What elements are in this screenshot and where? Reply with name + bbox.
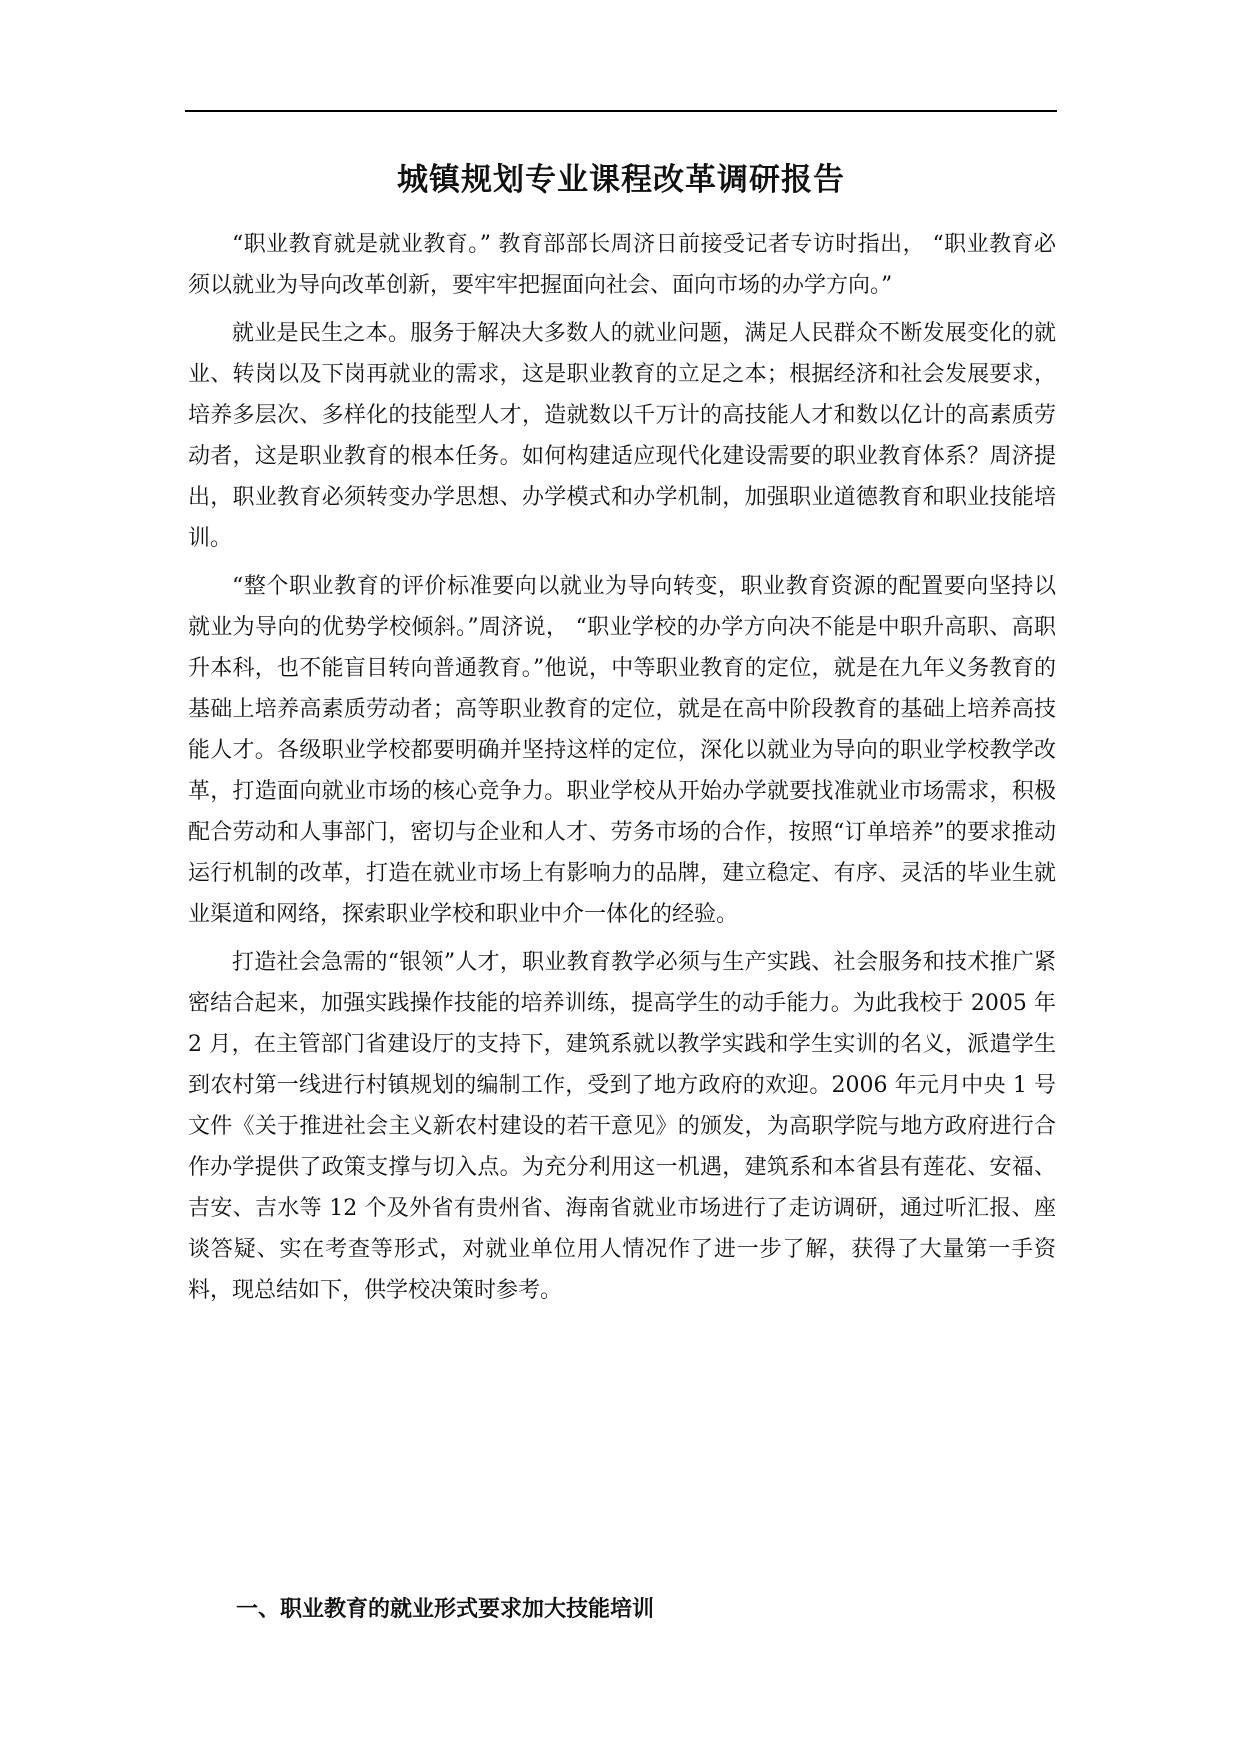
header-rule bbox=[185, 110, 1057, 112]
paragraph-1: “职业教育就是就业教育。” 教育部部长周济日前接受记者专访时指出， “职业教育必须以就业为导向改革创新，要牢牢把握面向社会、面向市场的办学方向。” bbox=[188, 232, 1056, 298]
paragraph-2: 就业是民生之本。服务于解决大多数人的就业问题，满足人民群众不断发展变化的就业、转岗以及下岗再就业的需求，这是职业教育的立足之本；根据经济和社会发展要求，培养多层次、多样化的技能型人才，造就数以千万计的高技能人才和数以亿计的高素质劳动者，这是职业教育的根本任务。如何构建适应现代化建设需要的职业教育体系？周济提出，职业教育必须转变办学思想、办学模式和办学机制，加强职业道德教育和职业技能培训。 bbox=[188, 321, 1056, 551]
paragraph-3: “整个职业教育的评价标准要向以就业为导向转变，职业教育资源的配置要向坚持以就业为导向的优势学校倾斜。”周济说， “职业学校的办学方向决不能是中职升高职、高职升本科，也不能盲目转向普通教育。”他说，中等职业教育的定位，就是在九年义务教育的基础上培养高素质劳动者；高等职业教育的定位，就是在高中阶段教育的基础上培养高技能人才。各级职业学校都要明确并坚持这样的定位，深化以就业为导向的职业学校教学改革，打造面向就业市场的核心竞争力。职业学校从开始办学就要找准就业市场需求，积极配合劳动和人事部门，密切与企业和人才、劳务市场的合作，按照“订单培养”的要求推动运行机制的改革，打造在就业市场上有影响力的品牌，建立稳定、有序、灵活的毕业生就业渠道和网络，探索职业学校和职业中介一体化的经验。 bbox=[188, 574, 1056, 927]
paragraph-4: 打造社会急需的“银领”人才，职业教育教学必须与生产实践、社会服务和技术推广紧密结合起来，加强实践操作技能的培养训练，提高学生的动手能力。为此我校于 2005 年 2 月，在主管部门省建设厅的支持下，建筑系就以教学实践和学生实训的名义，派遣学生到农村第一线进行村镇规划的编制工作，受到了地方政府的欢迎。2006 年元月中央 1 号文件《关于推进社会主义新农村建设的若干意见》的颁发，为高职学院与地方政府进行合作办学提供了政策支撑与切入点。为充分利用这一机遇，建筑系和本省县有莲花、安福、吉安、吉水等 12 个及外省有贵州省、海南省就业市场进行了走访调研，通过听汇报、座谈答疑、实在考查等形式，对就业单位用人情况作了进一步了解，获得了大量第一手资料，现总结如下，供学校决策时参考。 bbox=[188, 950, 1056, 1303]
section-heading: 一、职业教育的就业形式要求加大技能培训 bbox=[236, 1597, 655, 1622]
document-body bbox=[188, 224, 1056, 1311]
document-title: 城镇规划专业课程改革调研报告 bbox=[397, 162, 845, 198]
